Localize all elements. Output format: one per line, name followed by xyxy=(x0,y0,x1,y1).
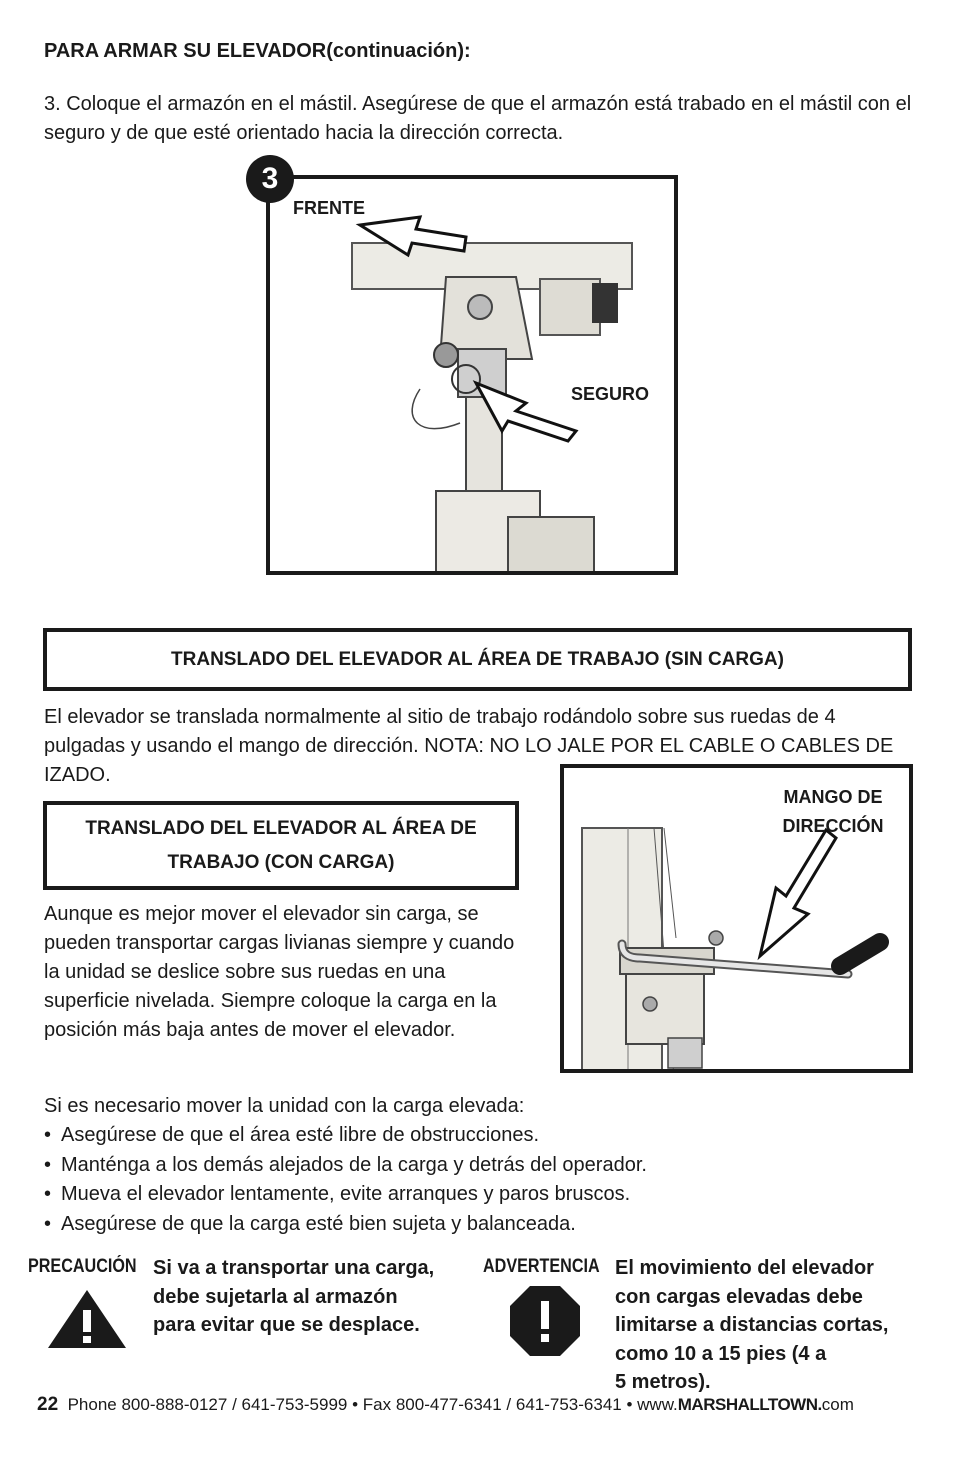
section-no-load-text: El elevador se translada normalmente al sitio de trabajo rodándolo sobre sus ruedas de 4 pulgadas y usando el mango de dirección. NOTA: NO LO JALE POR EL CABLE O CABLES DE IZADO. xyxy=(44,706,894,786)
section-no-load-title: TRANSLADO DEL ELEVADOR AL ÁREA DE TRABAJO (SIN CARGA) xyxy=(171,648,784,670)
caution-triangle-icon xyxy=(46,1288,128,1350)
caution-text-line: Si va a transportar una carga, xyxy=(153,1257,435,1279)
list-item: • Asegúrese de que el área esté libre de obstrucciones. xyxy=(44,1121,910,1151)
section-with-load-text: Aunque es mejor mover el elevador sin carga, se pueden transportar cargas livianas siempre y cuando la unidad se deslice sobre sus ruedas en una superficie nivelada. Siempre coloque la carga en la posición más baja antes de mover el elevador. xyxy=(44,903,515,1041)
warning-label: ADVERTENCIA xyxy=(483,1256,600,1277)
elevated-load-intro: Si es necesario mover la unidad con la carga elevada: xyxy=(44,1095,525,1117)
step-3-text: 3. Coloque el armazón en el mástil. Asegúrese de que el armazón está trabado en el mástil con el seguro y de que esté orientado hacia la dirección correcta. xyxy=(44,93,912,144)
footer-domain-suffix: com xyxy=(821,1395,854,1414)
figure-3-illustration xyxy=(270,179,674,571)
warning-text-line: El movimiento del elevador xyxy=(615,1257,874,1279)
page-number: 22 xyxy=(37,1394,59,1415)
label-steering-handle-line2: DIRECCIÓN xyxy=(782,816,884,836)
warning-text-line: 5 metros). xyxy=(615,1371,711,1393)
label-steering-handle-line1: MANGO DE xyxy=(783,787,883,807)
label-lock: SEGURO xyxy=(571,384,650,404)
warning-octagon-icon xyxy=(509,1285,581,1357)
warning-text xyxy=(615,1254,888,1397)
page-footer xyxy=(37,1394,854,1416)
footer-contact: Phone 800-888-0127 / 641-753-5999 • Fax 800-477-6341 / 641-753-6341 • www. xyxy=(67,1395,678,1414)
caution-text xyxy=(153,1254,434,1340)
label-steering-handle xyxy=(774,783,892,841)
section-with-load-title-line1: TRANSLADO DEL ELEVADOR AL ÁREA DE xyxy=(85,817,477,839)
list-item: • Manténga a los demás alejados de la carga y detrás del operador. xyxy=(44,1151,910,1181)
caution-text-line: para evitar que se desplace. xyxy=(153,1314,420,1336)
warning-text-line: con cargas elevadas debe xyxy=(615,1285,863,1308)
section-with-load-header xyxy=(43,801,519,890)
caution-label: PRECAUCIÓN xyxy=(28,1256,137,1277)
figure-3-frame xyxy=(266,175,678,575)
list-item: • Mueva el elevador lentamente, evite arranques y paros bruscos. xyxy=(44,1180,910,1210)
warning-text-line: como 10 a 15 pies (4 a xyxy=(615,1342,827,1365)
figure-handle-frame xyxy=(560,764,913,1073)
list-item: • Asegúrese de que la carga esté bien sujeta y balanceada. xyxy=(44,1210,910,1240)
step-number-badge: 3 xyxy=(246,155,294,203)
section-with-load-title-line2: TRABAJO (CON CARGA) xyxy=(167,851,395,873)
page-heading: PARA ARMAR SU ELEVADOR(continuación): xyxy=(44,40,471,62)
warning-text-line: limitarse a distancias cortas, xyxy=(615,1314,889,1336)
section-no-load-header xyxy=(43,628,912,691)
safety-bullet-list xyxy=(44,1121,910,1239)
caution-text-line: debe sujetarla al armazón xyxy=(153,1285,398,1308)
footer-brand: MARSHALLTOWN. xyxy=(677,1395,822,1414)
label-front: FRENTE xyxy=(293,198,365,218)
